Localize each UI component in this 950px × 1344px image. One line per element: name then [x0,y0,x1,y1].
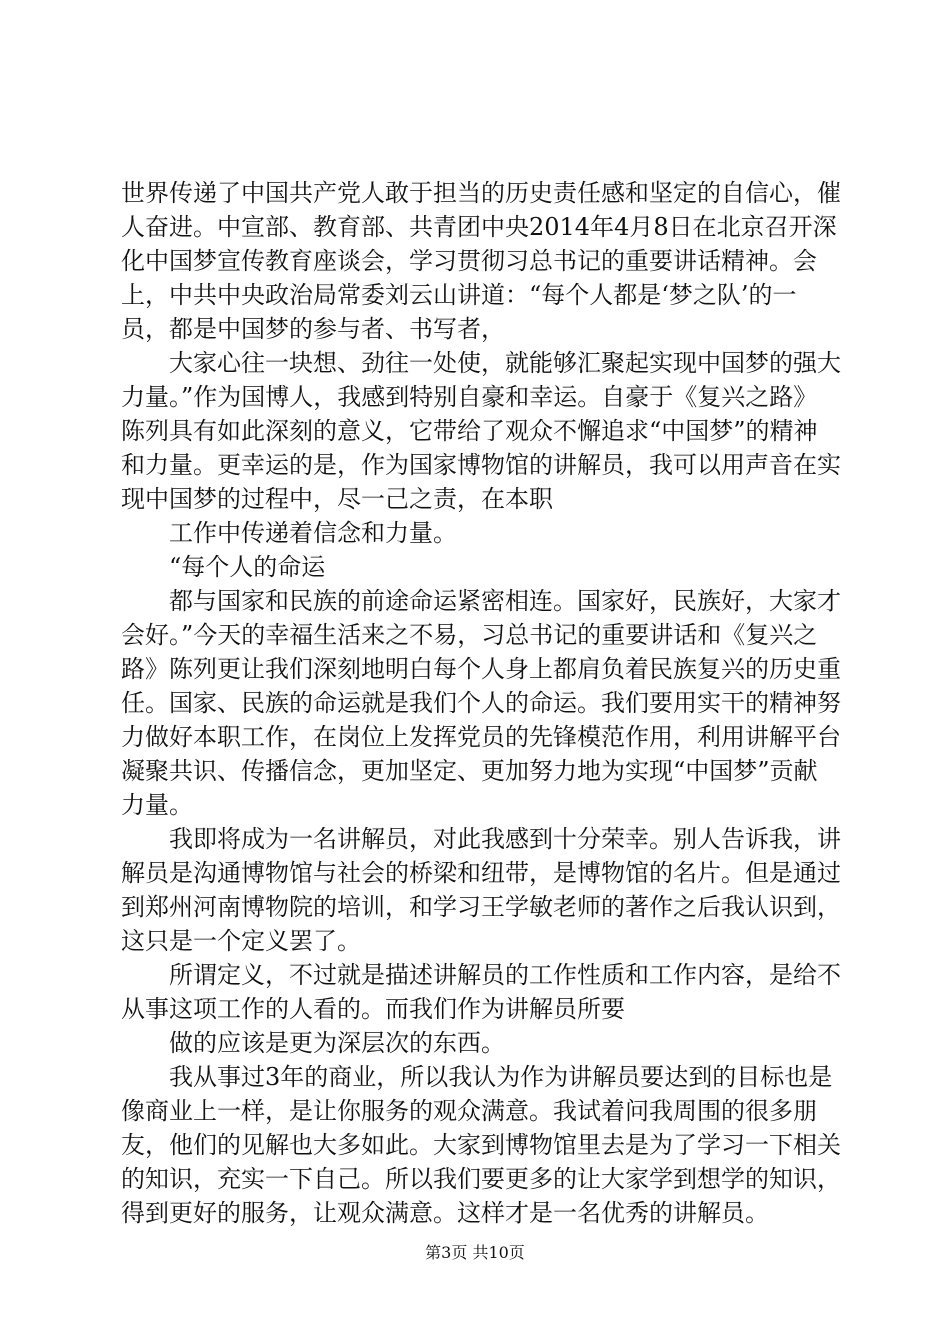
paragraph-7: 所谓定义，不过就是描述讲解员的工作性质和工作内容，是给不从事这项工作的人看的。而我们作为讲解员所要 [121,961,841,1023]
paragraph-2: 大家心往一块想、劲往一处使，就能够汇聚起实现中国梦的强大力量。”作为国博人，我感到特别自豪和幸运。自豪于《复兴之路》陈列具有如此深刻的意义，它带给了观众不懈追求“中国梦”的精神和力量。更幸运的是，作为国家博物馆的讲解员，我可以用声音在实现中国梦的过程中，尽一己之责，在本职 [121,349,841,513]
paragraph-9: 我从事过3年的商业，所以我认为作为讲解员要达到的目标也是像商业上一样，是让你服务的观众满意。我试着问我周围的很多朋友，他们的见解也大多如此。大家到博物馆里去是为了学习一下相关的知识，充实一下自己。所以我们要更多的让大家学到想学的知识，得到更好的服务，让观众满意。这样才是一名优秀的讲解员。 [121,1063,841,1227]
paragraph-5: 都与国家和民族的前途命运紧密相连。国家好，民族好，大家才会好。”今天的幸福生活来之不易，习总书记的重要讲话和《复兴之路》陈列更让我们深刻地明白每个人身上都肩负着民族复兴的历史重任。国家、民族的命运就是我们个人的命运。我们要用实干的精神努力做好本职工作，在岗位上发挥党员的先锋模范作用，利用讲解平台凝聚共识、传播信念，更加坚定、更加努力地为实现“中国梦”贡献力量。 [121,587,841,819]
paragraph-4: “每个人的命运 [169,553,326,581]
paragraph-6: 我即将成为一名讲解员，对此我感到十分荣幸。别人告诉我，讲解员是沟通博物馆与社会的桥梁和纽带，是博物馆的名片。但是通过到郑州河南博物院的培训，和学习王学敏老师的著作之后我认识到，这只是一个定义罢了。 [121,825,841,955]
paragraph-1: 世界传递了中国共产党人敢于担当的历史责任感和坚定的自信心，催人奋进。中宣部、教育部、共青团中央2014年4月8日在北京召开深化中国梦宣传教育座谈会，学习贯彻习总书记的重要讲话精神。会上，中共中央政治局常委刘云山讲道：“每个人都是‘梦之队’的一员，都是中国梦的参与者、书写者， [121,179,841,343]
page-footer: 第3页 共10页 [425,1243,525,1262]
body-text [121,176,841,1230]
paragraph-8: 做的应该是更为深层次的东西。 [169,1029,505,1057]
paragraph-3: 工作中传递着信念和力量。 [169,519,457,547]
